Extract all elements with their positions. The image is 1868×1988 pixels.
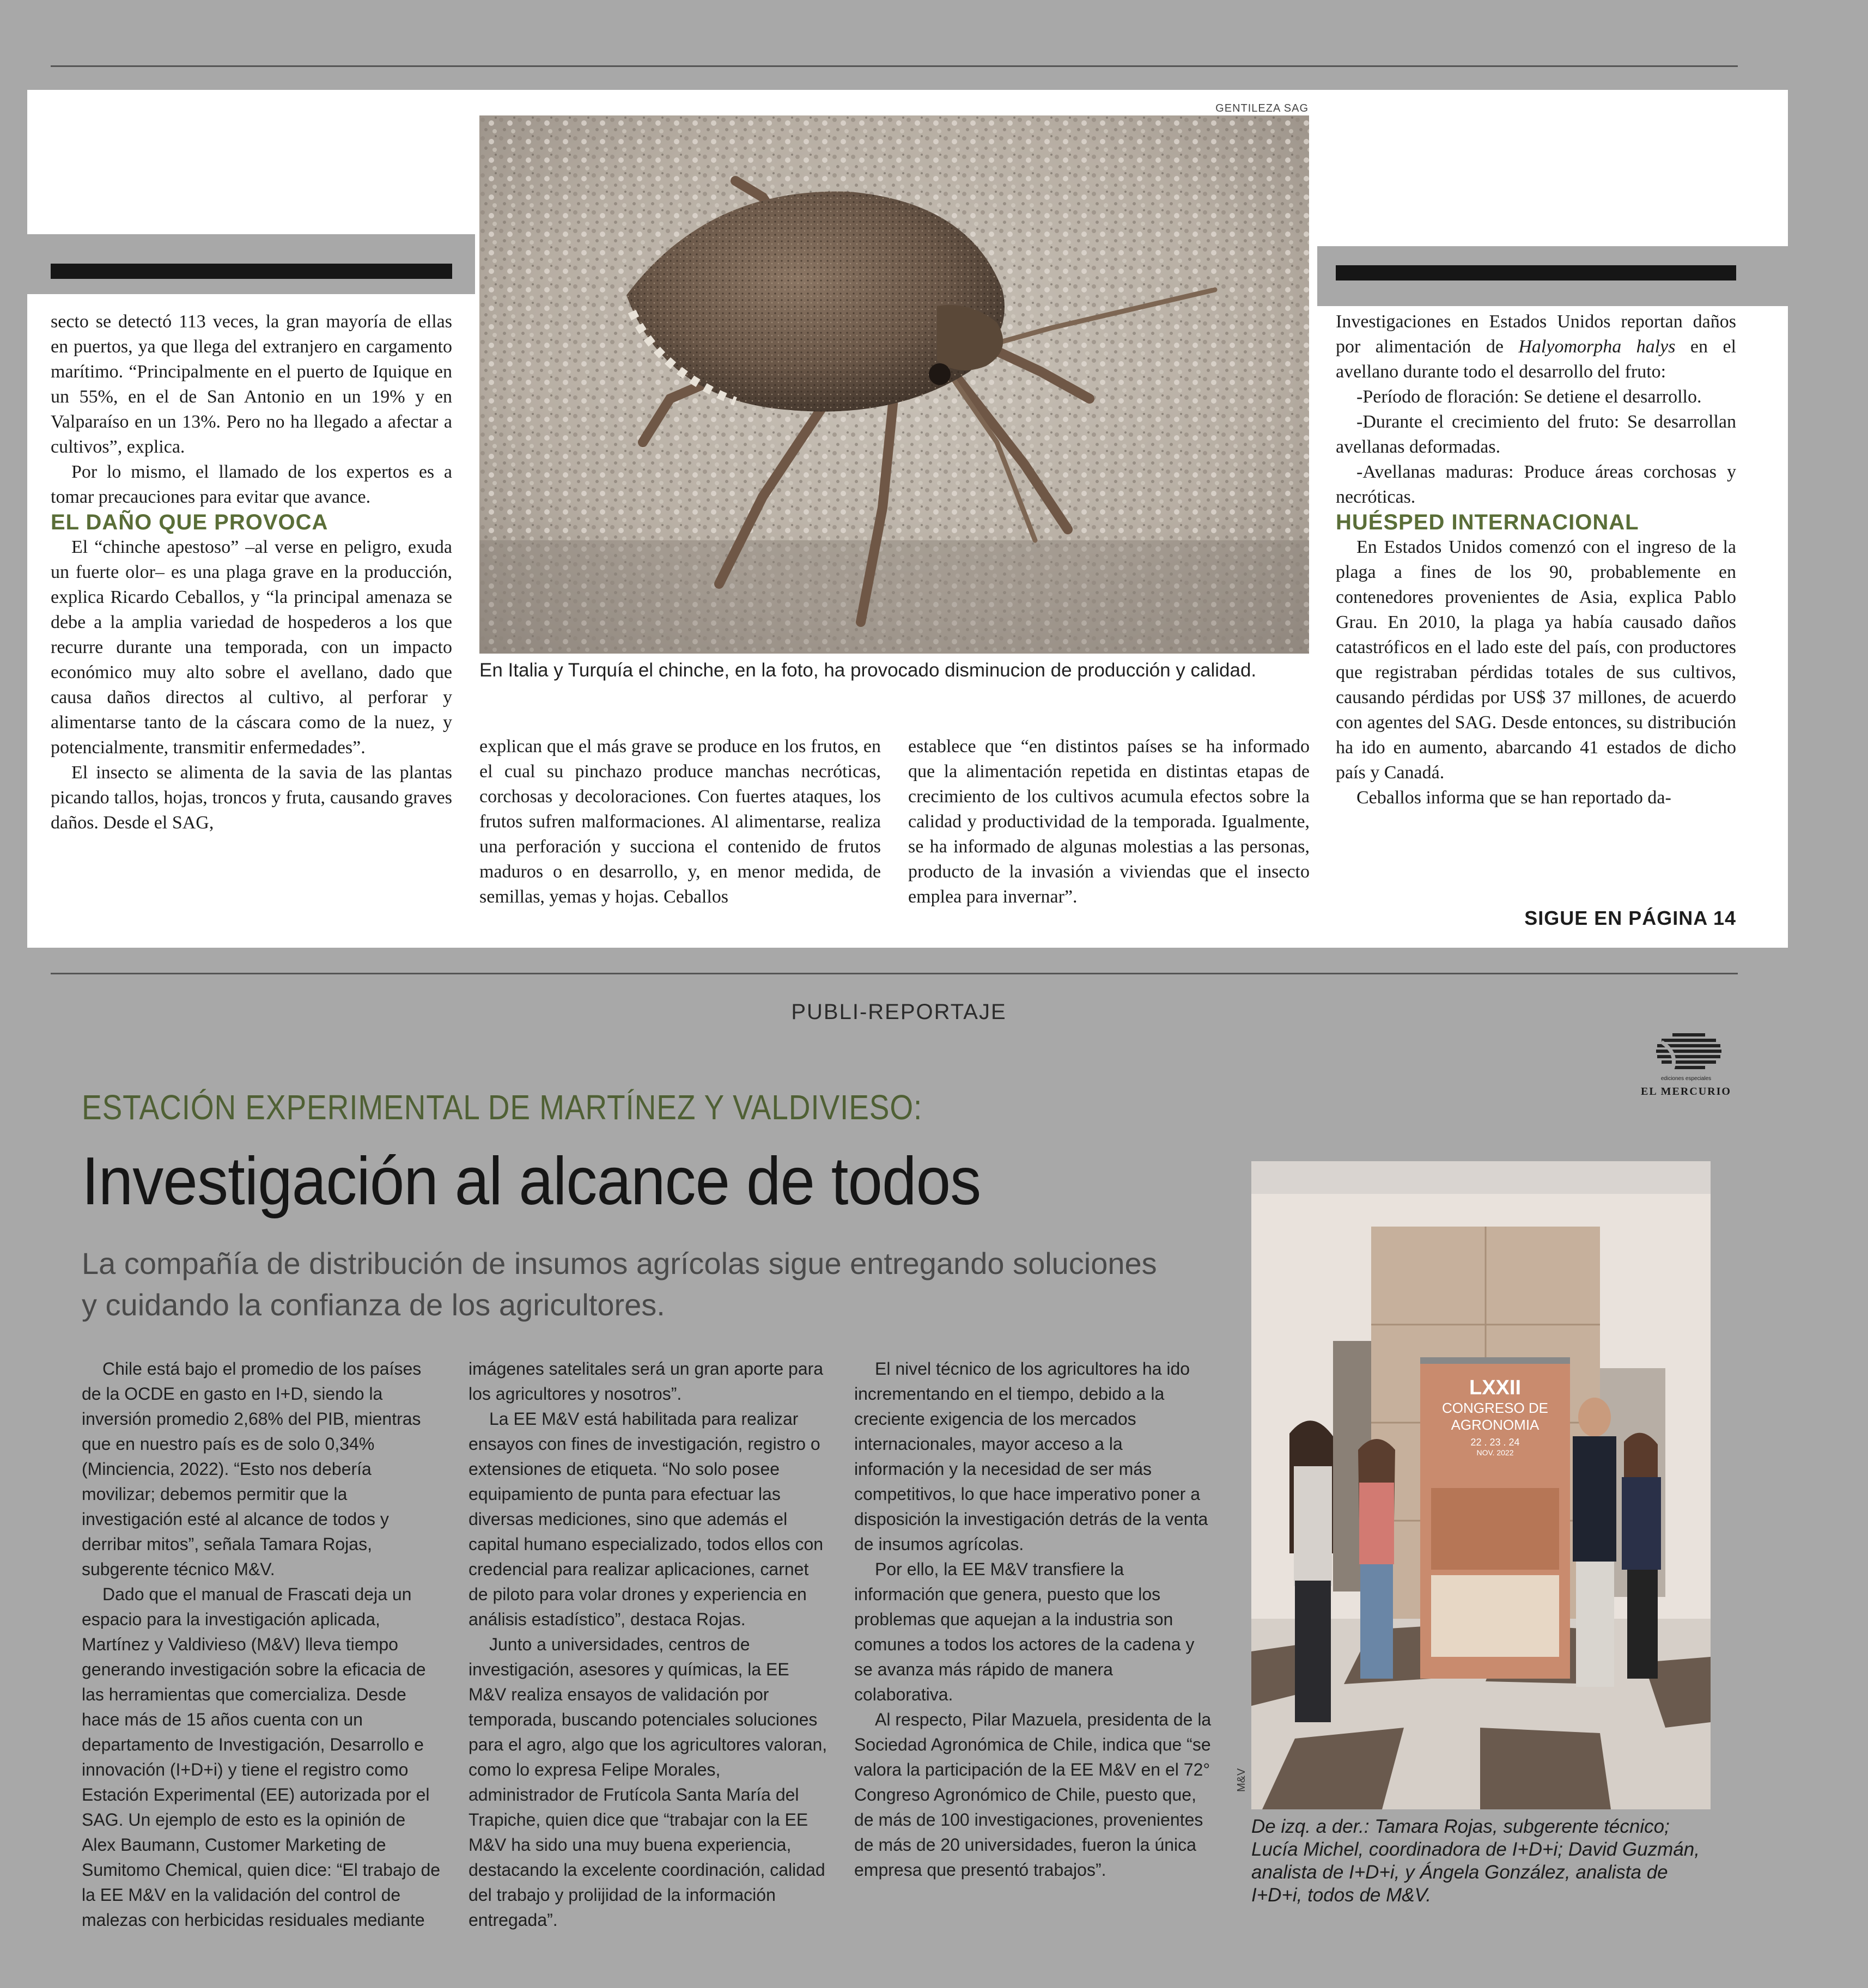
kicker: ESTACIÓN EXPERIMENTAL DE MARTÍNEZ Y VALDIVIESO:	[82, 1088, 923, 1127]
photo-credit: GENTILEZA SAG	[1215, 102, 1309, 114]
stink-bug-photo	[479, 115, 1309, 654]
publi-col3-paragraph-2: Por ello, la EE M&V transfiere la información que genera, puesto que los problemas que aquejan a la industria son comunes a todos los actores de la cadena y se avanza más rápido de manera colaborativa.	[854, 1559, 1195, 1704]
group-photo	[1251, 1161, 1711, 1809]
damage-item-2: -Durante el crecimiento del fruto: Se desarrollan avellanas deformadas.	[1336, 412, 1736, 457]
col1-paragraph-2: Por lo mismo, el llamado de los expertos es a tomar precauciones para evitar que avance.	[51, 462, 452, 507]
banner-text	[1426, 1376, 1565, 1457]
publi-col2-paragraph-2: La EE M&V está habilitada para realizar ensayos con fines de investigación, registro o extensiones de etiqueta. “No solo posee equipamiento de punta para efectuar las diversas mediciones, sino que además el capital humano especializado, todos ellos con credencial para realizar aplicaciones, carnet de piloto para volar drones y experiencia en análisis estadístico”, destaca Rojas.	[468, 1409, 824, 1629]
headline: Investigación al alcance de todos	[82, 1144, 981, 1219]
publi-col3-paragraph-3: Al respecto, Pilar Mazuela, presidenta de la Sociedad Agronómica de Chile, indica que “se valora la participación de la EE M&V en el 72° Congreso Agronómico de Chile, puesto que, de más de 100 investigaciones, provenientes de más de 20 universidades, fueron la única empresa que presentó trabajos”.	[854, 1710, 1212, 1880]
col4-paragraph-3: Ceballos informa que se han reportado da-	[1356, 788, 1671, 808]
article-column-2	[479, 734, 881, 910]
publi-col3-paragraph-1: El nivel técnico de los agricultores ha ido incrementando en el tiempo, debido a la creciente exigencia de los mercados internacionales, mayor acceso a la información y la necesidad de ser más competitivos, lo que hace imperativo poner a disposición la investigación detrás de la venta de insumos agrícolas.	[854, 1359, 1208, 1554]
continue-link[interactable]: SIGUE EN PÁGINA 14	[1524, 907, 1736, 929]
col4-paragraph-1	[1336, 309, 1736, 385]
publi-col1-paragraph-1: Chile está bajo el promedio de los países de la OCDE en gasto en I+D, siendo la inversión promedio 2,68% del PIB, mientras que en nuestro país es de solo 0,34% (Minciencia, 2022). “Esto nos debería movilizar; debemos permitir que la investigación esté al alcance de todos y derribar mitos”, señala Tamara Rojas, subgerente técnico M&V.	[82, 1359, 422, 1579]
logo-tagline: ediciones especiales	[1660, 1076, 1712, 1082]
publi-col1-paragraph-2: Dado que el manual de Frascati deja un espacio para la investigación aplicada, Martínez y Valdivieso (M&V) lleva tiempo generando investigación sobre la eficacia de las herramientas que comercializa. Desde hace más de 15 años cuenta con un departamento de Investigación, Desarrollo e innovación (I+D+i) y tiene el registro como Estación Experimental (EE) autorizada por el SAG. Un ejemplo de esto es la opinión de Alex Baumann, Customer Marketing de Sumitomo Chemical, quien dice: “El trabajo de la EE M&V en la validación del control de malezas con herbicidas residuales mediante	[82, 1584, 441, 1930]
article-column-1	[51, 309, 452, 836]
publi-column-2	[468, 1356, 828, 1932]
publi-column-1	[82, 1356, 441, 1932]
col1-paragraph-4: El insecto se alimenta de la savia de las plantas picando tallos, hojas, troncos y fruta, causando graves daños. Desde el SAG,	[51, 763, 452, 833]
banner-title-2: CONGRESO DE	[1441, 1400, 1549, 1416]
banner-title-1: LXXII	[1469, 1376, 1522, 1399]
group-photo-caption: De izq. a der.: Tamara Rojas, subgerente técnico; Lucía Michel, coordinadora de I+D+i; David Guzmán, analista de I+D+i, y Ángela González, analista de I+D+i, todos de M&V.	[1251, 1816, 1700, 1906]
publi-col2-paragraph-1: imágenes satelitales será un gran aporte para los agricultores y nosotros”.	[468, 1359, 824, 1404]
right-black-bar	[1336, 265, 1736, 280]
globe-logo-icon	[1640, 1031, 1732, 1075]
damage-item-3: -Avellanas maduras: Produce áreas corchosas y necróticas.	[1336, 462, 1736, 507]
section-label: PUBLI-REPORTAJE	[791, 1000, 1007, 1024]
col1-paragraph-1: secto se detectó 113 veces, la gran mayoría de ellas en puertos, ya que llega del extranjero en cargamento marítimo. “Principalmente en el puerto de Iquique en un 55%, en el de San Antonio en un 19% y en Valparaíso en un 13%. Pero no ha llegado a afectar a cultivos”, explica.	[51, 312, 452, 457]
col2-paragraph-1: explican que el más grave se produce en los frutos, en el cual su pinchazo produce manchas necróticas, corchosas y decoloraciones. Con fuertes ataques, los frutos sufren malformaciones. Al alimentarse, realiza una perforación y succiona el contenido de frutos maduros o en desarrollo, y, en menor medida, de semillas, yemas y hojas. Ceballos	[479, 736, 881, 907]
col1-paragraph-3: El “chinche apestoso” –al verse en peligro, exuda un fuerte olor– es una plaga grave en la producción, explica Ricardo Ceballos, y “la principal amenaza se debe a la amplia variedad de hospederos a los que recurre durante una temporada, con un impacto económico muy alto sobre el avellano, dado que causa daños directos al cultivo, al perforar y alimentarse tanto de la cáscara como de la nuez, y potencialmente, transmitir enfermedades”.	[51, 537, 452, 758]
top-rule	[51, 65, 1738, 67]
subheading-huesped: HUÉSPED INTERNACIONAL	[1336, 510, 1639, 534]
publi-column-3	[854, 1356, 1214, 1882]
banner-dates: 22 . 23 . 24	[1470, 1437, 1520, 1448]
banner-title-3: AGRONOMIA	[1451, 1417, 1540, 1433]
logo-name: EL MERCURIO	[1641, 1086, 1731, 1097]
el-mercurio-logo	[1640, 1031, 1732, 1102]
banner-month: NOV. 2022	[1476, 1448, 1514, 1457]
deck: La compañía de distribución de insumos agrícolas sigue entregando soluciones y cuidando la confianza de los agricultores.	[82, 1246, 1157, 1322]
middle-rule	[51, 973, 1738, 974]
damage-item-1: -Período de floración: Se detiene el desarrollo.	[1356, 387, 1702, 407]
col3-paragraph-1: establece que “en distintos países se ha informado que la alimentación repetida en distintas etapas de crecimiento de los cultivos acumula efectos sobre la calidad y productividad de la temporada. Igualmente, se ha informado de algunas molestias a las personas, producto de la invasión a viviendas que el insecto emplea para invernar”.	[908, 736, 1310, 907]
col4-text-a: Investigaciones en Estados Unidos reportan daños por alimentación de	[1336, 312, 1736, 357]
article-column-3	[908, 734, 1310, 910]
col4-text-b: en el avellano durante todo el desarrollo del fruto:	[1336, 337, 1736, 382]
species-name: Halyomorpha halys	[1518, 337, 1676, 357]
publi-col2-paragraph-3: Junto a universidades, centros de investigación, asesores y químicas, la EE M&V realiza ensayos de validación por temporada, buscando potenciales soluciones para el agro, algo que los agricultores valoran, como lo expresa Felipe Morales, administrador de Frutícola Santa María del Trapiche, quien dice que “trabajar con la EE M&V ha sido una muy buena experiencia, destacando la excelente coordinación, calidad del trabajo y prolijidad de la información entregada”.	[468, 1635, 827, 1930]
left-black-bar	[51, 264, 452, 279]
subheading-dano: EL DAÑO QUE PROVOCA	[51, 510, 328, 534]
photo-caption: En Italia y Turquía el chinche, en la foto, ha provocado disminucion de producción y calidad.	[479, 660, 1257, 681]
group-photo-credit: M&V	[1236, 1768, 1248, 1792]
article-column-4	[1336, 309, 1736, 810]
col4-paragraph-2: En Estados Unidos comenzó con el ingreso de la plaga a fines de los 90, probablemente en contenedores provenientes de Asia, explica Pablo Grau. En 2010, la plaga ya había causado daños catastróficos en el lado este del país, con productores que registraban pérdidas totales de sus cultivos, causando pérdidas por US$ 37 millones, de acuerdo con agentes del SAG. Desde entonces, su distribución ha ido en aumento, abarcando 41 estados de dicho país y Canadá.	[1336, 537, 1736, 783]
